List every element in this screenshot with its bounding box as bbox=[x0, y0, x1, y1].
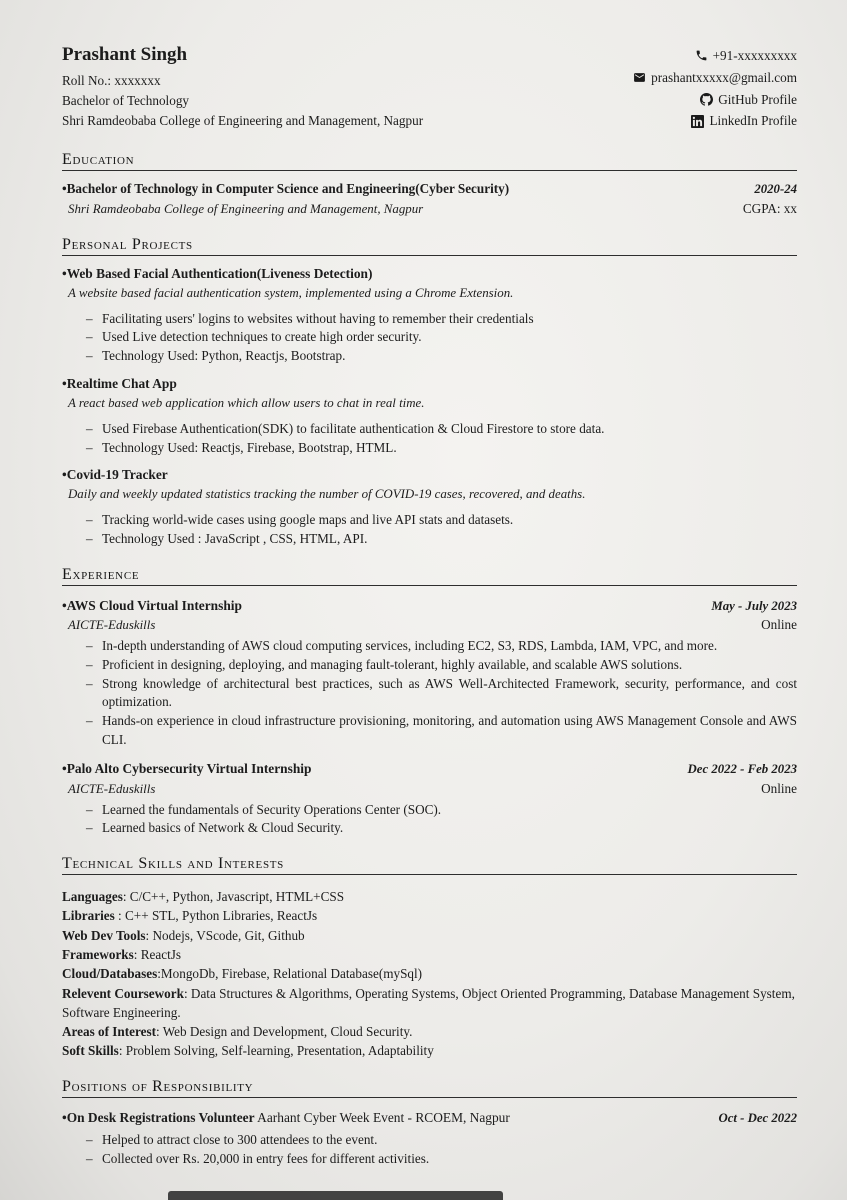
skill-label: Relevent Coursework bbox=[62, 985, 184, 1001]
bullet-text: Learned the fundamentals of Security Operations Center (SOC). bbox=[102, 801, 442, 817]
experience-role: •AWS Cloud Virtual Internship bbox=[62, 597, 242, 613]
dash-marker: – bbox=[86, 801, 93, 817]
skill-label: Languages bbox=[62, 889, 123, 905]
degree-line: Bachelor of Technology bbox=[62, 92, 190, 108]
bullet-text: Tracking world-wide cases using google maps and live API stats and datasets. bbox=[102, 512, 514, 528]
section-title-education: Education bbox=[62, 151, 135, 169]
skill-label: Areas of Interest bbox=[62, 1024, 156, 1040]
skill-row bbox=[62, 887, 797, 906]
dash-marker: – bbox=[86, 1132, 93, 1148]
education-dates: 2020-24 bbox=[754, 182, 797, 197]
experience-head-row bbox=[62, 759, 797, 779]
phone-icon bbox=[695, 49, 708, 62]
dash-marker: – bbox=[86, 348, 93, 364]
roll-number: Roll No.: xxxxxxx bbox=[62, 73, 161, 88]
bullet-text: Learned basics of Network & Cloud Security. bbox=[102, 820, 344, 836]
bullet-text: Collected over Rs. 20,000 in entry fees for different activities. bbox=[102, 1150, 430, 1166]
position-head-row bbox=[62, 1108, 797, 1128]
header-contacts bbox=[633, 44, 797, 134]
experience-org: AICTE-Eduskills bbox=[68, 782, 156, 797]
bullet-marker: • bbox=[62, 761, 67, 777]
bullet-point bbox=[86, 1131, 797, 1150]
skill-row bbox=[62, 1041, 797, 1060]
bullet-text: In-depth understanding of AWS cloud computing services, including EC2, S3, RDS, Lambda, IAM, VPC, and more. bbox=[102, 638, 718, 654]
dash-marker: – bbox=[86, 439, 93, 455]
experience-dates: Dec 2022 - Feb 2023 bbox=[687, 762, 797, 777]
dash-marker: – bbox=[86, 656, 93, 672]
dash-marker: – bbox=[86, 420, 93, 436]
email-icon bbox=[633, 71, 646, 84]
dash-marker: – bbox=[86, 329, 93, 345]
email-contact bbox=[633, 69, 797, 87]
bullet-text: Used Firebase Authentication(SDK) to facilitate authentication & Cloud Firestore to store data. bbox=[102, 420, 605, 436]
header bbox=[62, 44, 797, 134]
bullet-point bbox=[86, 675, 797, 712]
skill-label: Web Dev Tools bbox=[62, 927, 146, 943]
bullet-point bbox=[86, 511, 797, 530]
section-education bbox=[62, 151, 797, 218]
bullet-text: Technology Used : JavaScript , CSS, HTML, API. bbox=[102, 531, 368, 547]
dash-marker: – bbox=[86, 713, 93, 729]
candidate-name: Prashant Singh bbox=[62, 44, 188, 65]
bullet-marker: • bbox=[62, 181, 67, 197]
dash-marker: – bbox=[86, 675, 93, 691]
section-title-projects: Personal Projects bbox=[62, 235, 193, 253]
dash-marker: – bbox=[86, 512, 93, 528]
bullet-point bbox=[86, 712, 797, 749]
photo-surface-artifact bbox=[168, 1191, 503, 1200]
experience-bullets bbox=[86, 801, 797, 838]
skill-value: : ReactJs bbox=[133, 947, 182, 962]
section-title-positions: Positions of Responsibility bbox=[62, 1077, 254, 1095]
bullet-marker: • bbox=[62, 1109, 67, 1125]
experience-item bbox=[62, 596, 797, 750]
linkedin-contact[interactable] bbox=[633, 112, 797, 130]
skill-value: : Data Structures & Algorithms, Operating Systems, Object Oriented Programming, Database Management System, Software Engineering. bbox=[62, 985, 795, 1020]
section-rule bbox=[62, 1097, 797, 1098]
section-title-experience: Experience bbox=[62, 565, 140, 583]
section-rule bbox=[62, 585, 797, 586]
github-link[interactable]: GitHub Profile bbox=[718, 91, 797, 107]
bullet-point bbox=[86, 1150, 797, 1169]
bullet-point bbox=[86, 310, 797, 329]
bullet-marker: • bbox=[62, 265, 67, 281]
project-item bbox=[62, 266, 797, 366]
skill-label: Cloud/Databases bbox=[62, 966, 158, 982]
header-identity bbox=[62, 44, 423, 130]
bullet-point bbox=[86, 420, 797, 439]
bullet-text: Used Live detection techniques to create high order security. bbox=[102, 329, 422, 345]
linkedin-link[interactable]: LinkedIn Profile bbox=[709, 113, 797, 129]
experience-item bbox=[62, 759, 797, 838]
github-icon bbox=[700, 93, 713, 106]
section-skills bbox=[62, 855, 797, 1060]
project-bullets bbox=[86, 310, 797, 366]
github-contact[interactable] bbox=[633, 91, 797, 109]
education-school: Shri Ramdeobaba College of Engineering and Management, Nagpur bbox=[68, 201, 424, 216]
skill-value: : C++ STL, Python Libraries, ReactJs bbox=[114, 908, 318, 924]
experience-org: AICTE-Eduskills bbox=[68, 618, 156, 633]
experience-role: •Palo Alto Cybersecurity Virtual Internship bbox=[62, 761, 312, 777]
bullet-marker: • bbox=[62, 597, 67, 613]
skill-row bbox=[62, 1022, 797, 1041]
section-rule bbox=[62, 255, 797, 256]
education-degree: •Bachelor of Technology in Computer Science and Engineering(Cyber Security) bbox=[62, 181, 510, 197]
bullet-point bbox=[86, 656, 797, 675]
email-address: prashantxxxxx@gmail.com bbox=[651, 69, 797, 85]
project-description: Daily and weekly updated statistics tracking the number of COVID-19 cases, recovered, and deaths. bbox=[68, 487, 586, 502]
college-line: Shri Ramdeobaba College of Engineering and Management, Nagpur bbox=[62, 112, 424, 128]
position-detail: Aarhant Cyber Week Event - RCOEM, Nagpur bbox=[254, 1109, 510, 1125]
skill-value: : Web Design and Development, Cloud Security. bbox=[156, 1024, 413, 1040]
project-bullets bbox=[86, 511, 797, 548]
project-title: •Covid-19 Tracker bbox=[62, 467, 168, 483]
section-title-skills: Technical Skills and Interests bbox=[62, 855, 284, 873]
phone-contact bbox=[633, 47, 797, 65]
dash-marker: – bbox=[86, 310, 93, 326]
position-role: •On Desk Registrations Volunteer Aarhant Cyber Week Event - RCOEM, Nagpur bbox=[62, 1109, 510, 1125]
education-degree-row bbox=[62, 179, 797, 199]
bullet-point bbox=[86, 347, 797, 366]
bullet-text: Facilitating users' logins to websites without having to remember their credentials bbox=[102, 310, 534, 326]
bullet-text: Proficient in designing, deploying, and managing fault-tolerant, highly available, and scalable AWS solutions. bbox=[102, 656, 683, 672]
bullet-text: Strong knowledge of architectural best practices, such as AWS Well-Architected Framework, security, performance, and cost optimization. bbox=[102, 675, 797, 710]
skill-row bbox=[62, 964, 797, 983]
bullet-point bbox=[86, 801, 797, 820]
section-projects bbox=[62, 236, 797, 549]
bullet-text: Technology Used: Python, Reactjs, Bootstrap. bbox=[102, 348, 346, 364]
bullet-text: Helped to attract close to 300 attendees to the event. bbox=[102, 1132, 378, 1148]
skill-value: : Nodejs, VScode, Git, Github bbox=[145, 927, 305, 943]
experience-location: Online bbox=[761, 617, 797, 633]
skill-value: : C/C++, Python, Javascript, HTML+CSS bbox=[122, 889, 345, 905]
skill-row bbox=[62, 926, 797, 945]
linkedin-icon bbox=[691, 115, 704, 128]
skill-label: Soft Skills bbox=[62, 1043, 119, 1059]
bullet-text: Hands-on experience in cloud infrastructure provisioning, monitoring, and automation using AWS Management Console and AWS CLI. bbox=[102, 713, 797, 747]
project-title: •Realtime Chat App bbox=[62, 375, 177, 391]
skill-row bbox=[62, 906, 797, 925]
skill-label: Frameworks bbox=[62, 947, 134, 962]
position-dates: Oct - Dec 2022 bbox=[718, 1110, 797, 1125]
project-bullets bbox=[86, 420, 797, 457]
section-experience bbox=[62, 566, 797, 838]
experience-org-row bbox=[62, 779, 797, 799]
experience-head-row bbox=[62, 596, 797, 616]
bullet-point bbox=[86, 637, 797, 656]
position-item bbox=[62, 1108, 797, 1169]
skill-label: Libraries bbox=[62, 908, 115, 924]
project-description: A website based facial authentication system, implemented using a Chrome Extension. bbox=[68, 285, 514, 300]
dash-marker: – bbox=[86, 820, 93, 836]
section-positions bbox=[62, 1078, 797, 1169]
position-bullets bbox=[86, 1131, 797, 1168]
project-item bbox=[62, 376, 797, 458]
skill-row bbox=[62, 945, 797, 964]
project-description: A react based web application which allow users to chat in real time. bbox=[68, 395, 425, 410]
dash-marker: – bbox=[86, 531, 93, 547]
education-cgpa: CGPA: xx bbox=[742, 200, 797, 216]
bullet-text: Technology Used: Reactjs, Firebase, Bootstrap, HTML. bbox=[102, 439, 397, 455]
dash-marker: – bbox=[86, 638, 93, 654]
phone-number: +91-xxxxxxxxx bbox=[712, 48, 797, 63]
project-item bbox=[62, 467, 797, 549]
education-school-row bbox=[62, 199, 797, 219]
experience-dates: May - July 2023 bbox=[711, 598, 797, 613]
experience-org-row bbox=[62, 615, 797, 635]
skill-value: :MongoDb, Firebase, Relational Database(mySql) bbox=[157, 966, 423, 982]
bullet-marker: • bbox=[62, 375, 67, 391]
experience-location: Online bbox=[761, 781, 797, 797]
dash-marker: – bbox=[86, 1150, 93, 1166]
bullet-marker: • bbox=[62, 467, 67, 483]
bullet-point bbox=[86, 819, 797, 838]
project-title: •Web Based Facial Authentication(Liveness Detection) bbox=[62, 265, 373, 281]
section-rule bbox=[62, 170, 797, 171]
skill-row bbox=[62, 984, 797, 1023]
bullet-point bbox=[86, 530, 797, 549]
section-rule bbox=[62, 874, 797, 875]
bullet-point bbox=[86, 439, 797, 458]
experience-bullets bbox=[86, 637, 797, 749]
bullet-point bbox=[86, 328, 797, 347]
skill-value: : Problem Solving, Self-learning, Presentation, Adaptability bbox=[118, 1043, 434, 1059]
